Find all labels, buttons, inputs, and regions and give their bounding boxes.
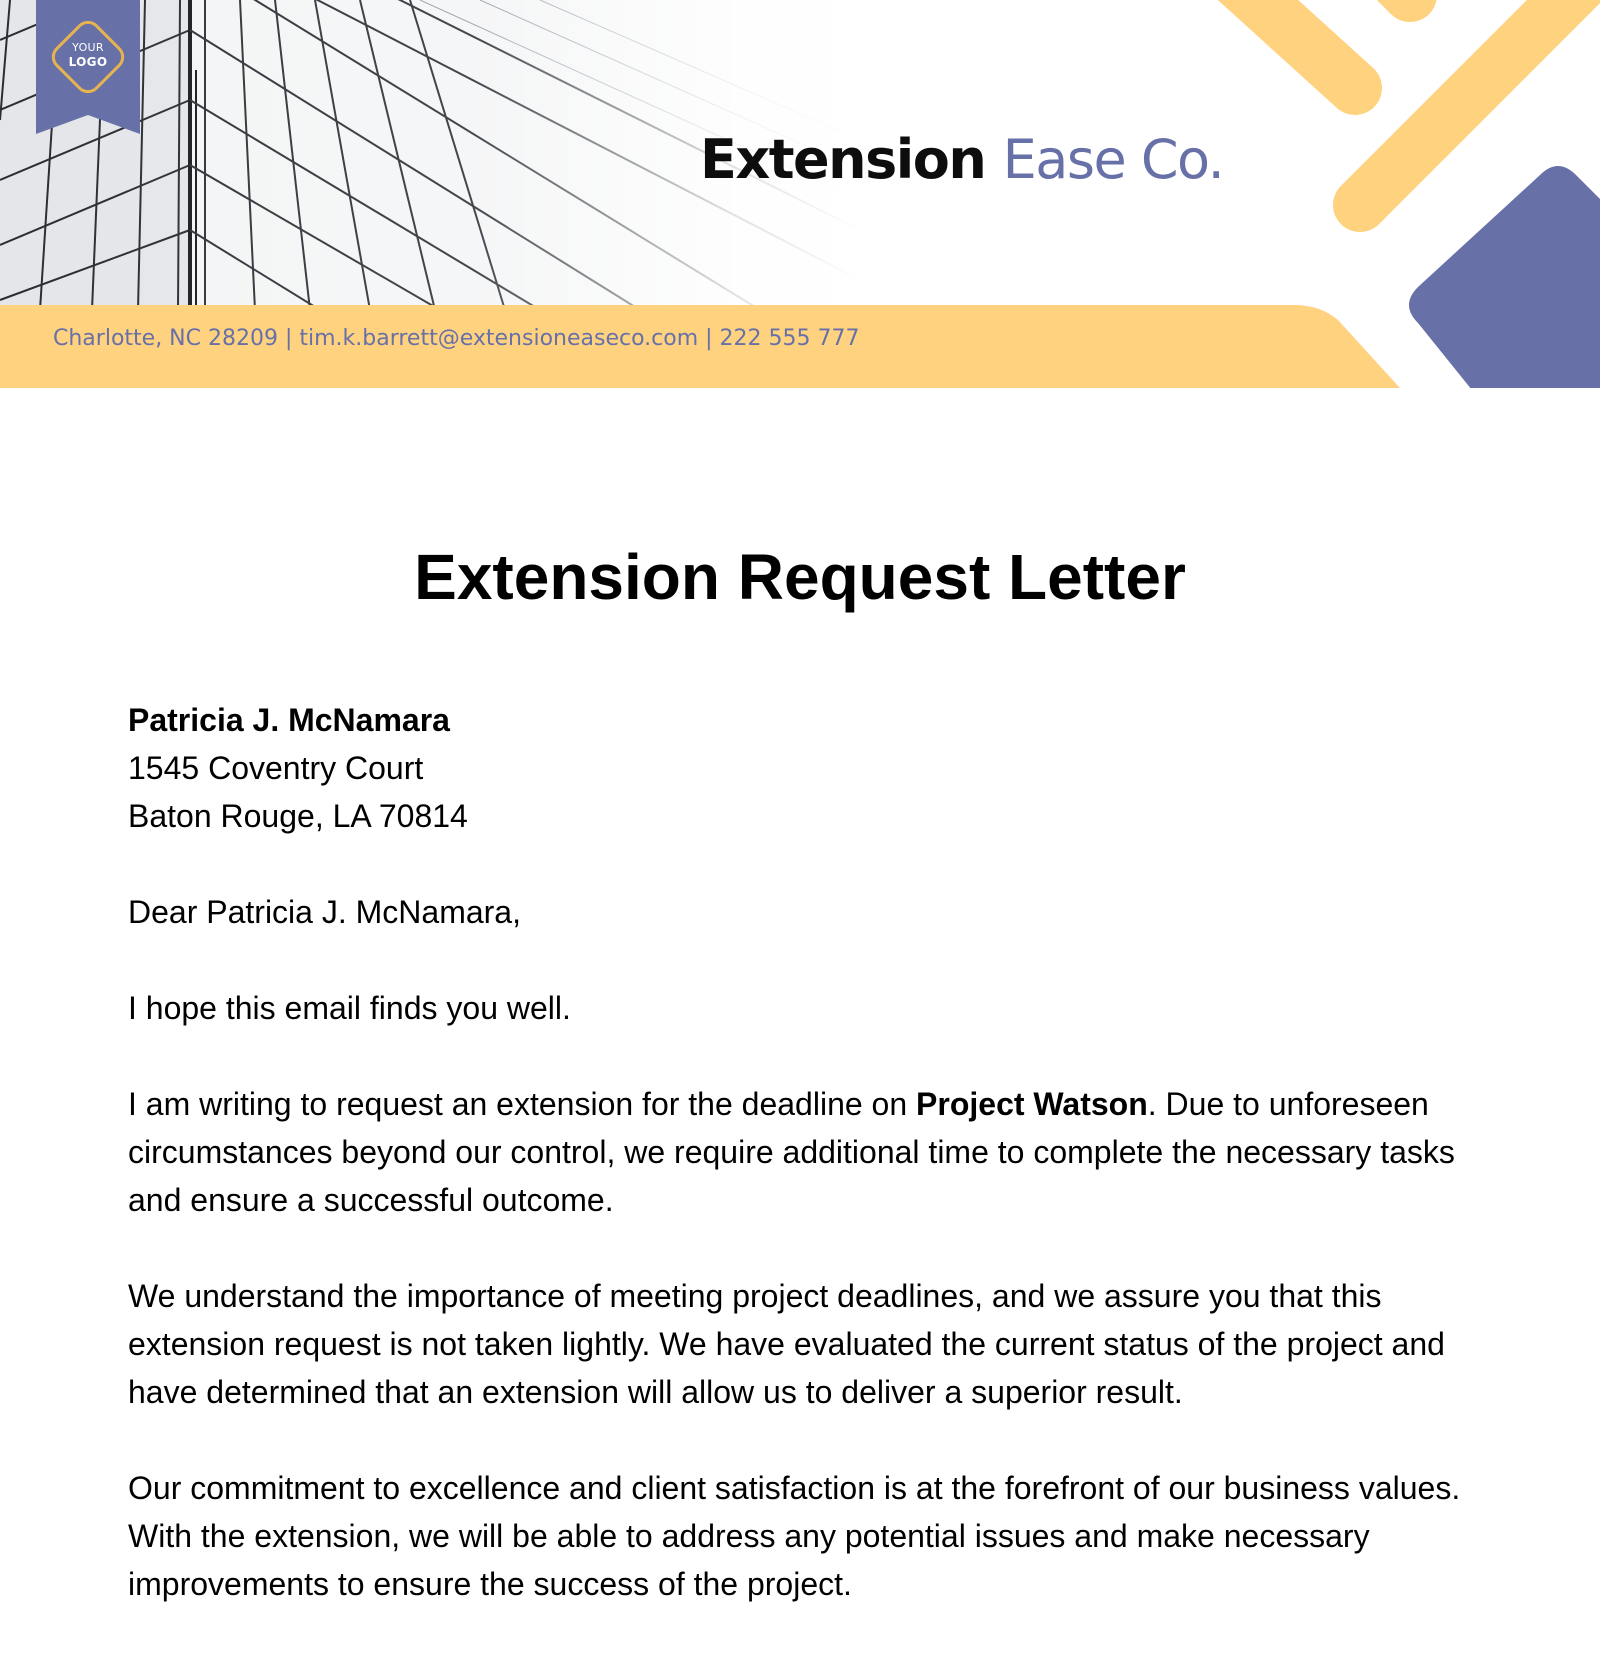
- logo-placeholder: [36, 41, 140, 69]
- recipient-address-line2: Baton Rouge, LA 70814: [128, 798, 468, 834]
- paragraph-commitment: Our commitment to excellence and client satisfaction is at the forefront of our business values. With the extension, we will be able to address any potential issues and make necessary improvements to ensure the success of the project.: [128, 1470, 1461, 1602]
- letterhead-header: [0, 0, 1600, 388]
- project-name: Project Watson: [916, 1086, 1148, 1122]
- logo-line2: LOGO: [68, 55, 108, 69]
- recipient-block: [128, 696, 1468, 840]
- para1-text-end: . Due to unforeseen circumstances beyond our control, we require additional time to complete the necessary tasks and ensure a successful outcome.: [128, 1086, 1455, 1218]
- contact-info: Charlotte, NC 28209 | tim.k.barrett@extensioneaseco.com | 222 555 777: [53, 326, 860, 351]
- company-name-part2: Ease Co.: [1002, 128, 1224, 191]
- recipient-name: Patricia J. McNamara: [128, 702, 450, 738]
- recipient-address-line1: 1545 Coventry Court: [128, 750, 424, 786]
- company-name: [700, 128, 1360, 191]
- letter-title: Extension Request Letter: [414, 541, 1186, 613]
- paragraph-extension-request: [128, 1080, 1468, 1224]
- opening-line: I hope this email finds you well.: [128, 990, 571, 1026]
- company-name-part1: Extension: [700, 128, 986, 191]
- salutation: Dear Patricia J. McNamara,: [128, 894, 521, 930]
- logo-line1: YOUR: [72, 41, 104, 54]
- para1-text-start: I am writing to request an extension for the deadline on: [128, 1086, 917, 1122]
- letter-body: [128, 696, 1468, 1656]
- paragraph-importance: We understand the importance of meeting project deadlines, and we assure you that this extension request is not taken lightly. We have evaluated the current status of the project and have determined that an extension will allow us to deliver a superior result.: [128, 1278, 1445, 1410]
